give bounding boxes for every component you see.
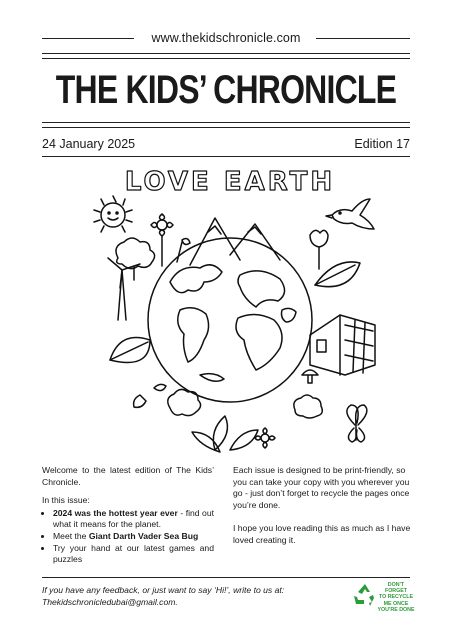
mushroom-icon [302, 370, 318, 383]
list-item-text: - find out what it means for the planet. [53, 507, 215, 530]
article-column-right [233, 465, 411, 554]
recycle-line: DON’T FORGET [384, 582, 408, 595]
recycle-line: TO RECYCLE [378, 594, 414, 601]
print-note: Each issue is designed to be print-friendly, so you can take your copy with you wherever you go - just don’t forget to recycle the pages once you’re done. [233, 465, 410, 510]
rule-5 [42, 156, 410, 157]
house-icon [310, 315, 375, 375]
recycle-line: ME ONCE [383, 600, 409, 607]
welcome-text: Welcome to the latest edition of The Kids’ Chronicle. [42, 465, 214, 487]
list-item-bold: Giant Darth Vader Sea Bug [88, 530, 199, 541]
feedback-email-link[interactable]: Thekidschronicledubai@gmail.com. [42, 597, 178, 607]
sun-icon [94, 196, 132, 232]
in-this-issue-label: In this issue: [42, 495, 90, 506]
site-url[interactable]: www.thekidschronicle.com [151, 31, 301, 45]
bird-icon [326, 199, 374, 229]
list-item [53, 508, 214, 531]
article-column-left [42, 465, 214, 566]
list-item-text: Try your hand at our latest games and puzzles [53, 542, 214, 565]
list-item [53, 543, 214, 566]
list-item-text: Meet the [53, 530, 89, 541]
issue-list [42, 508, 214, 566]
leaf-left-icon [110, 338, 150, 363]
issue-date: 24 January 2025 [42, 137, 136, 151]
tulip-icon [310, 230, 328, 269]
recycle-reminder [376, 582, 416, 613]
rule-1 [42, 53, 410, 54]
rule-4 [42, 127, 410, 128]
list-item-bold: 2024 was the hottest year ever [53, 507, 178, 518]
banner-text: LOVE EARTH [124, 167, 336, 197]
love-earth-illustration [70, 160, 390, 458]
footer-feedback [42, 584, 312, 608]
globe-icon [148, 238, 312, 402]
footer-rule [42, 577, 410, 578]
edition-number: Edition 17 [354, 137, 410, 151]
feedback-text: If you have any feedback, or just want to say ‘Hi!’, write to us at: [42, 585, 285, 595]
rule-2 [42, 58, 410, 59]
rule-3 [42, 122, 410, 123]
closing-text: I hope you love reading this as much as I have loved creating it. [233, 523, 411, 545]
palm-leaf-icon [192, 416, 258, 452]
recycle-icon [352, 582, 378, 608]
masthead-title: THE KIDS’ CHRONICLE [55, 68, 397, 112]
mountains-icon [190, 218, 280, 265]
bush-icon [134, 384, 323, 418]
leaf-icon [315, 262, 360, 287]
list-item [53, 531, 214, 543]
butterfly-icon [347, 405, 367, 442]
recycle-line: YOU’RE DONE [377, 606, 415, 613]
